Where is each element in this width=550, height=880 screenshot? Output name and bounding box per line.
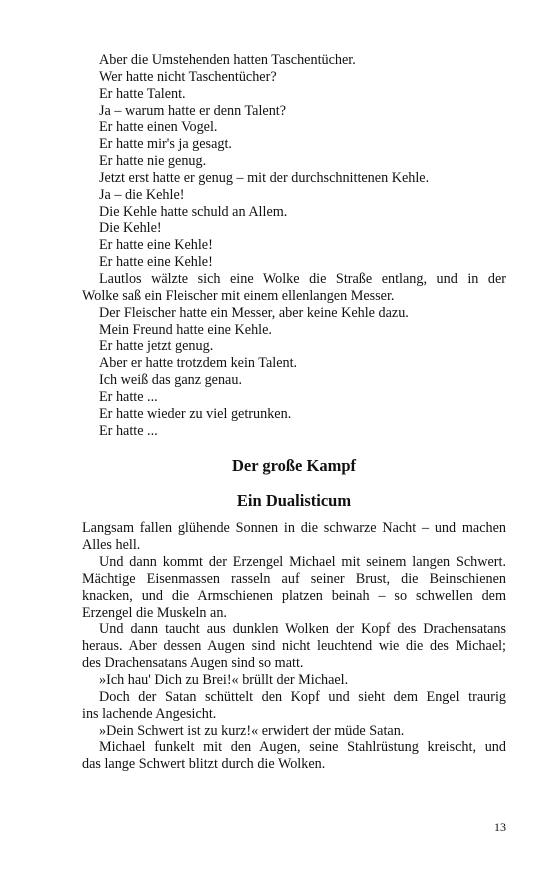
text-line: Die Kehle! — [99, 220, 162, 237]
text-line: »Dein Schwert ist zu kurz!« erwidert der müde Satan. — [99, 722, 405, 739]
section-2-text — [82, 520, 506, 773]
chapter-title: Der große Kampf — [231, 456, 357, 476]
text-line: Michael funkelt mit den Augen, seine Stahlrüstung kreischt, und — [99, 739, 506, 756]
text-line: Lautlos wälzte sich eine Wolke die Straße entlang, und in der — [99, 270, 506, 287]
text-line: Die Kehle hatte schuld an Allem. — [99, 203, 288, 220]
text-line: Alles hell. — [82, 537, 141, 554]
text-line: Er hatte eine Kehle! — [99, 237, 213, 254]
text-line: Er hatte jetzt genug. — [99, 338, 214, 355]
text-line: Wer hatte nicht Taschentücher? — [99, 68, 277, 85]
text-line: Jetzt erst hatte er genug – mit der durchschnittenen Kehle. — [99, 169, 430, 186]
text-line: knacken, und die Armschienen platzen beinah – so schwellen dem — [82, 587, 506, 604]
text-line: des Drachensatans Augen sind so matt. — [82, 655, 304, 672]
text-line: Er hatte einen Vogel. — [99, 119, 218, 136]
text-line: Ich weiß das ganz genau. — [99, 372, 242, 389]
text-line: ins lachende Angesicht. — [82, 705, 217, 722]
text-line: Ja – warum hatte er denn Talent? — [99, 102, 287, 119]
text-line: »Ich hau' Dich zu Brei!« brüllt der Michael. — [99, 672, 349, 688]
text-line: Mächtige Eisenmassen rasseln auf seiner Brust, die Beinschienen — [82, 570, 506, 587]
page-number: 13 — [494, 820, 506, 834]
text-line: Und dann taucht aus dunklen Wolken der Kopf des Drachensatans — [99, 621, 506, 638]
text-line: Langsam fallen glühende Sonnen in die schwarze Nacht – und machen — [82, 520, 506, 537]
text-line: Ja – die Kehle! — [99, 186, 185, 203]
chapter-subtitle: Ein Dualisticum — [236, 491, 352, 511]
text-line: Er hatte mir's ja gesagt. — [99, 136, 232, 153]
text-line: Er hatte wieder zu viel getrunken. — [99, 405, 292, 422]
text-line: Mein Freund hatte eine Kehle. — [99, 321, 272, 338]
section-1-text — [82, 52, 506, 439]
text-line: Wolke saß ein Fleischer mit einem ellenlangen Messer. — [82, 287, 395, 304]
text-line: Er hatte ... — [99, 422, 158, 439]
text-line: Er hatte nie genug. — [99, 153, 207, 170]
text-line: Er hatte ... — [99, 388, 158, 405]
text-line: das lange Schwert blitzt durch die Wolken. — [82, 756, 326, 773]
text-line: Er hatte Talent. — [99, 85, 186, 102]
text-line: Aber die Umstehenden hatten Taschentücher. — [99, 52, 356, 68]
page-content — [82, 52, 506, 773]
text-line: Und dann kommt der Erzengel Michael mit seinem langen Schwert. — [99, 554, 506, 571]
text-line: Der Fleischer hatte ein Messer, aber keine Kehle dazu. — [99, 304, 409, 321]
text-line: Doch der Satan schüttelt den Kopf und sieht dem Engel traurig — [99, 688, 506, 705]
text-line: Erzengel die Muskeln an. — [82, 604, 227, 621]
text-line: Er hatte eine Kehle! — [99, 254, 213, 271]
text-line: Aber er hatte trotzdem kein Talent. — [99, 355, 298, 372]
text-line: heraus. Aber dessen Augen sind nicht leuchtend wie die des Michael; — [82, 638, 506, 655]
